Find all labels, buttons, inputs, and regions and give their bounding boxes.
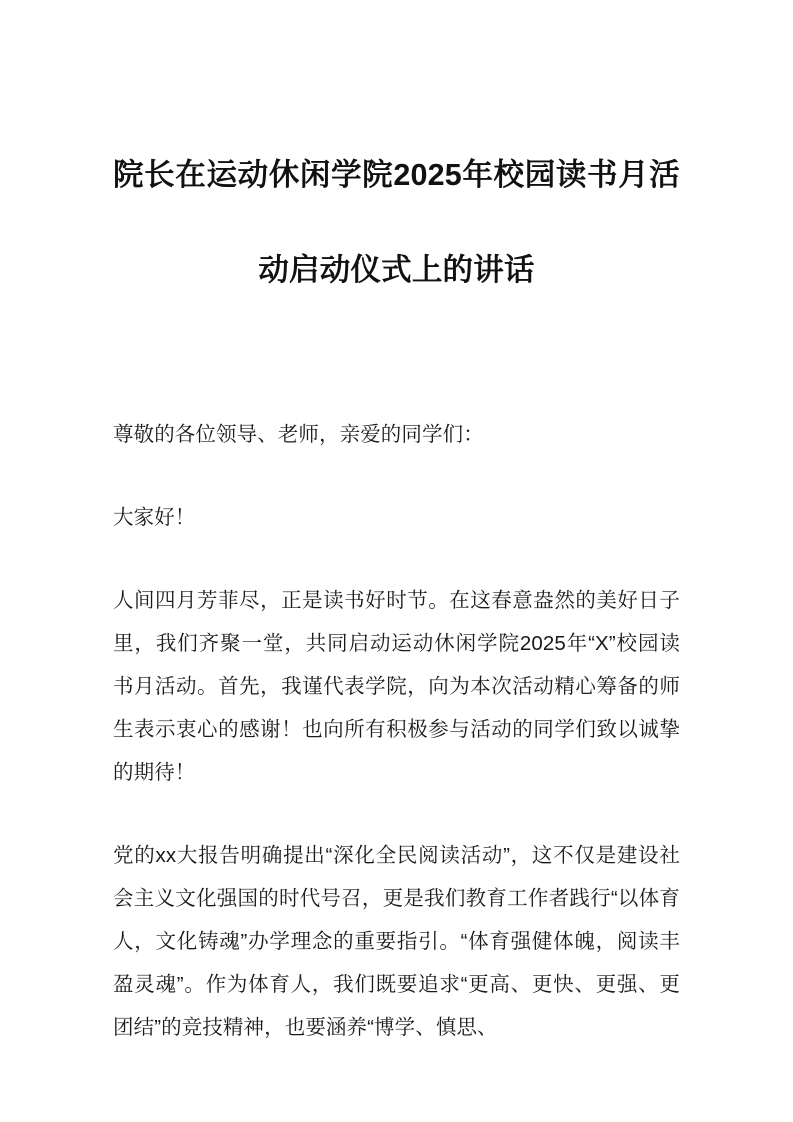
page-title: [113, 0, 680, 318]
paragraph-opening-remarks: 人间四月芳菲尽，正是读书好时节。在这春意盎然的美好日子里，我们齐聚一堂，共同启动运动休闲学院2025年“X”校园读书月活动。首先，我谨代表学院，向为本次活动精心筹备的师生表示衷心的感谢！也向所有积极参与活动的同学们致以诚挚的期待！: [113, 589, 680, 784]
paragraph-salutation: 尊敬的各位领导、老师，亲爱的同学们：: [113, 423, 484, 446]
paragraph-policy-context: 党的xx大报告明确提出“深化全民阅读活动”，这不仅是建设社会主义文化强国的时代号召，更是我们教育工作者践行“以体育人，文化铸魂”办学理念的重要指引。“体育强健体魄，阅读丰盈灵魂”。作为体育人，我们既要追求“更高、更快、更强、更团结”的竞技精神，也要涵养“博学、慎思、: [113, 844, 680, 1039]
paragraph-greeting: 大家好！: [113, 506, 196, 529]
page-title-line-1: 院长在运动休闲学院2025年校园读书月活: [113, 158, 680, 192]
page-title-line-2: 动启动仪式上的讲话: [258, 253, 535, 287]
document-body: [113, 413, 680, 1049]
